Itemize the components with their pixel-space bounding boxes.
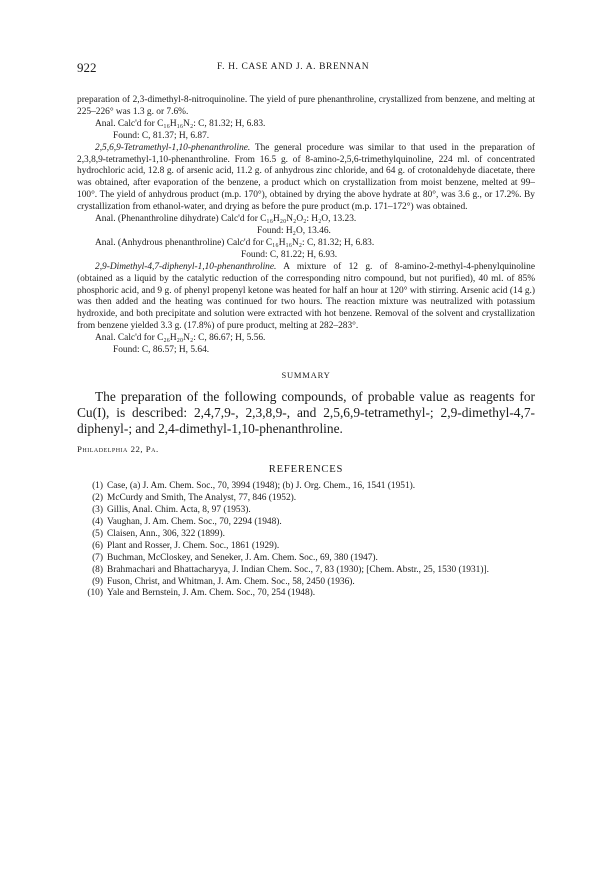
analysis-calc: Anal. (Anhydrous phenanthroline) Calc'd for C₁₆H₁₆N₂: C, 81.32; H, 6.83. [95,237,375,248]
reference-number: (5) [92,528,103,539]
reference-text: Plant and Rosser, J. Chem. Soc., 1861 (1929). [107,540,280,551]
page-header [77,60,533,78]
references-heading: REFERENCES [268,464,344,476]
reference-item [77,517,535,529]
reference-text: Gillis, Anal. Chim. Acta, 8, 97 (1953). [107,505,251,516]
reference-item [77,565,535,577]
analysis-found: Found: C, 81.37; H, 6.87. [113,130,210,141]
location: Philadelphia 22, Pa. [77,444,159,455]
running-head: F. H. CASE AND J. A. BRENNAN [217,62,370,72]
paragraph-tetramethyl [77,143,535,214]
summary-text: The preparation of the following compounds, of probable value as reagents for Cu(I), is described: 2,4,7,9-, 2,3,8,9-, and 2,5,6,9-tetramethyl-; 2,9-dimethyl-4,7-diphenyl-; and 2,4-dimethyl-1,10-phenanthroline. [77,388,535,437]
reference-text: Buchman, McCloskey, and Seneker, J. Am. Chem. Soc., 69, 380 (1947). [107,552,378,563]
reference-text: Yale and Bernstein, J. Am. Chem. Soc., 70, 254 (1948). [107,588,316,599]
paragraph-text: The general procedure was similar to that used in the preparation of 2,3,8,9-tetramethyl-1,10-phenanthroline. From 16.5 g. of 8-amino-2,5,6-trimethylquinoline, 224 ml. of concentrated hydrochloric acid, 12.8 g. of arsenic acid, 11.2 g. of anhydrous zinc chloride, and 64 g. of crotonaldehyde diacetate, there was obtained, after evaporation of the benzene, a product which on crystallization from moist benzene, melted at 99–100°. The yield of anhydrous product (m.p. 170°), obtained by drying the above hydrate at 80°, was 3.6 g., or 17.2%. By crystallization from ethanol-water, and drying as before the pure product (m.p. 171–172°) was obtained. [77,142,535,213]
reference-number: (2) [92,493,103,504]
reference-item [77,505,535,517]
reference-number: (7) [92,552,103,563]
references-list [77,481,535,600]
reference-text: Fuson, Christ, and Whitman, J. Am. Chem. Soc., 58, 2450 (1936). [107,576,355,587]
analysis-found: Found: C, 86.57; H, 5.64. [113,345,210,356]
reference-item [77,481,535,493]
reference-item [77,493,535,505]
reference-text: Brahmachari and Bhattacharyya, J. Indian Chem. Soc., 7, 83 (1930); [Chem. Abstr., 25, 1530 (1931)]. [107,564,489,575]
reference-number: (8) [92,564,103,575]
page-number: 922 [77,60,97,75]
reference-text: Case, (a) J. Am. Chem. Soc., 70, 3994 (1948); (b) J. Org. Chem., 16, 1541 (1951). [107,481,416,492]
reference-item [77,541,535,553]
reference-number: (10) [87,588,103,599]
compound-title: 2,9-Dimethyl-4,7-diphenyl-1,10-phenanthroline. [95,261,277,272]
reference-number: (6) [92,540,103,551]
analysis-found: Found: C, 81.22; H, 6.93. [241,249,338,260]
reference-number: (9) [92,576,103,587]
reference-number: (3) [92,505,103,516]
paragraph-text: A mixture of 12 g. of 8-amino-2-methyl-4-phenylquinoline (obtained as a liquid by the catalytic reduction of the corresponding nitro compound, but not purified), 40 ml. of 85% phosphoric acid, and 9 g. of phenyl propenyl ketone was heated for half an hour at 120° with stirring. Arsenic acid (14 g.) was then added and the heating was continued for two hours. The reaction mixture was neutralized with potassium hydroxide, and both precipitate and solution were extracted with hot benzene. Removal of the solvent and crystallization from benzene yielded 3.3 g. (17.8%) of pure product, melting at 282–283°. [77,261,535,332]
reference-item [77,588,535,600]
analysis-found: Found: H₂O, 13.46. [257,225,331,236]
summary-heading: SUMMARY [281,369,331,380]
reference-item [77,529,535,541]
reference-item [77,553,535,565]
reference-text: Claisen, Ann., 306, 322 (1899). [107,528,225,539]
reference-item [77,577,535,589]
paragraph-continuation: preparation of 2,3-dimethyl-8-nitroquinoline. The yield of pure phenanthroline, crystallized from benzene, and melting at 225–226° was 1.3 g. or 7.6%. [77,95,535,117]
reference-number: (4) [92,516,103,527]
analysis-calc: Anal. (Phenanthroline dihydrate) Calc'd for C₁₆H₂₀N₂O₂: H₂O, 13.23. [95,214,357,225]
reference-text: Vaughan, J. Am. Chem. Soc., 70, 2294 (1948). [107,516,282,527]
analysis-calc: Anal. Calc'd for C₁₆H₁₆N₂: C, 81.32; H, 6.83. [95,118,266,129]
paragraph-diphenyl [77,262,535,333]
article-body [77,95,535,600]
compound-title: 2,5,6,9-Tetramethyl-1,10-phenanthroline. [95,142,251,153]
reference-text: McCurdy and Smith, The Analyst, 77, 846 (1952). [107,493,297,504]
analysis-calc: Anal. Calc'd for C₂₆H₂₀N₂: C, 86.67; H, 5.56. [95,333,266,344]
reference-number: (1) [92,481,103,492]
